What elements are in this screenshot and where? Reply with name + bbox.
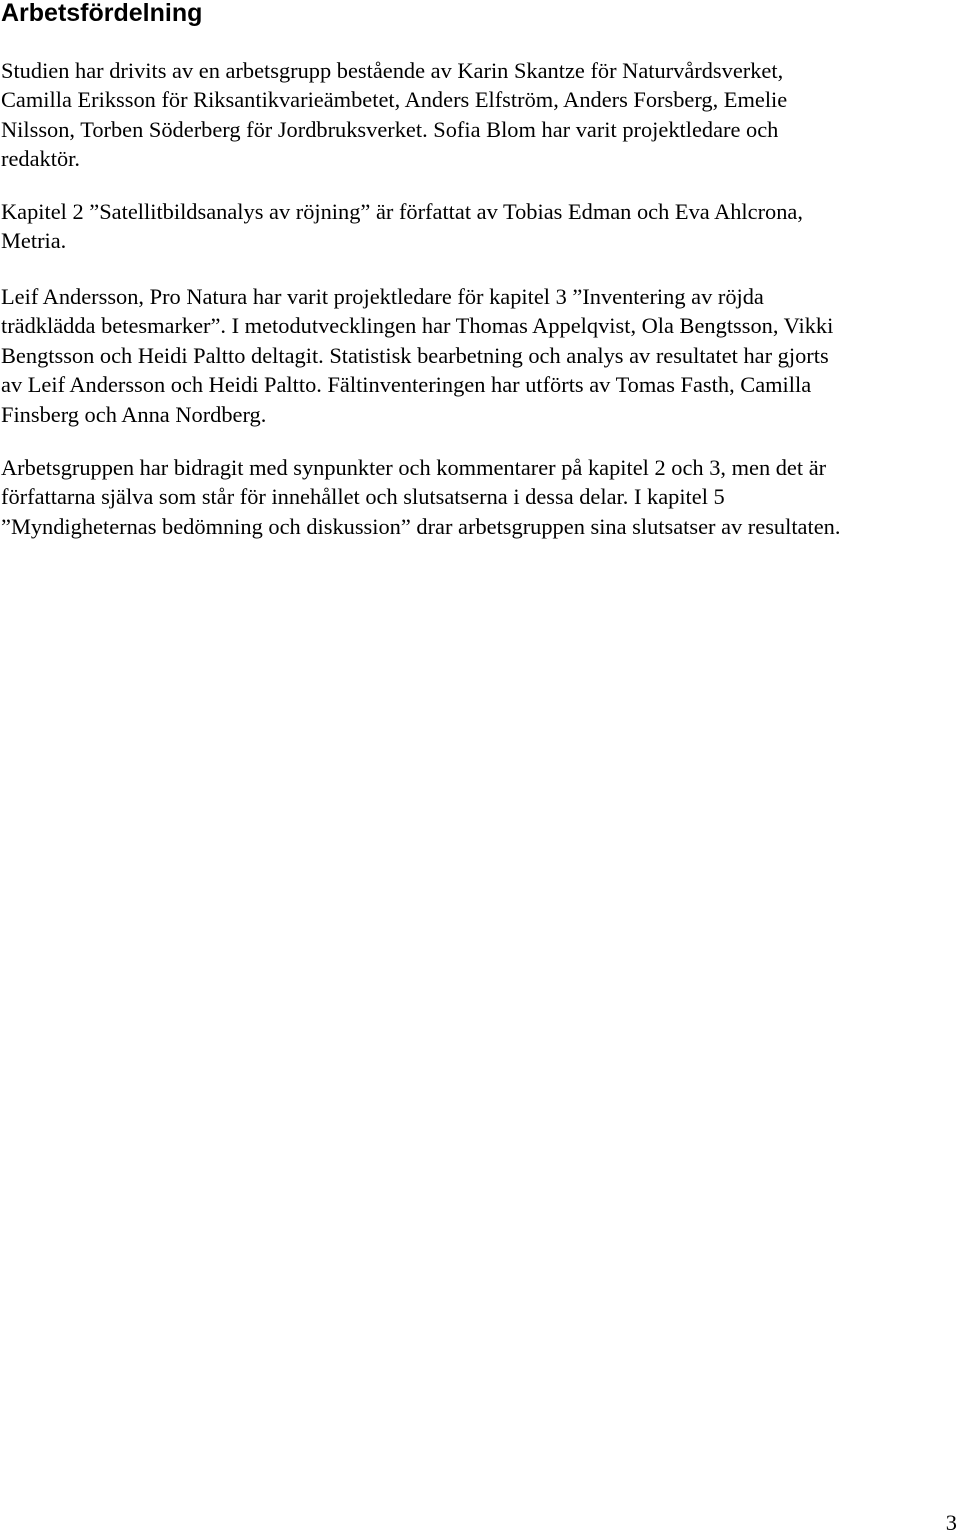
paragraph-line: Finsberg och Anna Nordberg.: [1, 401, 267, 427]
paragraph-line: Nilsson, Torben Söderberg för Jordbruksverket. Sofia Blom har varit projektledare och: [1, 116, 779, 142]
paragraph-chapter-3: [1, 282, 959, 429]
page-number: 3: [945, 1510, 957, 1535]
paragraph-chapter-2: [1, 197, 959, 256]
paragraph-line: Leif Andersson, Pro Natura har varit projektledare för kapitel 3 ”Inventering av röjda: [1, 284, 764, 309]
paragraph-line: Kapitel 2 ”Satellitbildsanalys av röjning” är författat av Tobias Edman och Eva Ahlcrona,: [1, 199, 803, 224]
paragraph-line: Metria.: [1, 228, 67, 254]
paragraph-line: Bengtsson och Heidi Paltto deltagit. Statistisk bearbetning och analys av resultatet har gjorts: [1, 342, 829, 368]
paragraph-line: av Leif Andersson och Heidi Paltto. Fältinventeringen har utförts av Tomas Fasth, Camilla: [1, 372, 812, 398]
paragraph-line: redaktör.: [1, 146, 80, 172]
paragraph-line: Studien har drivits av en arbetsgrupp bestående av Karin Skantze för Naturvårdsverket,: [1, 58, 784, 83]
paragraph-line: författarna själva som står för innehållet och slutsatserna i dessa delar. I kapitel 5: [1, 484, 725, 510]
paragraph-line: Camilla Eriksson för Riksantikvarieämbetet, Anders Elfström, Anders Forsberg, Emelie: [1, 87, 788, 113]
page-title: Arbetsfördelning: [1, 0, 203, 27]
paragraph-line: ”Myndigheternas bedömning och diskussion” drar arbetsgruppen sina slutsatser av resultaten.: [1, 513, 841, 539]
paragraph-working-group-contribution: [1, 453, 959, 541]
paragraph-line: trädklädda betesmarker”. I metodutvecklingen har Thomas Appelqvist, Ola Bengtsson, Vikki: [1, 313, 834, 339]
paragraph-working-group: [1, 56, 959, 174]
paragraph-line: Arbetsgruppen har bidragit med synpunkter och kommentarer på kapitel 2 och 3, men det är: [1, 455, 827, 480]
